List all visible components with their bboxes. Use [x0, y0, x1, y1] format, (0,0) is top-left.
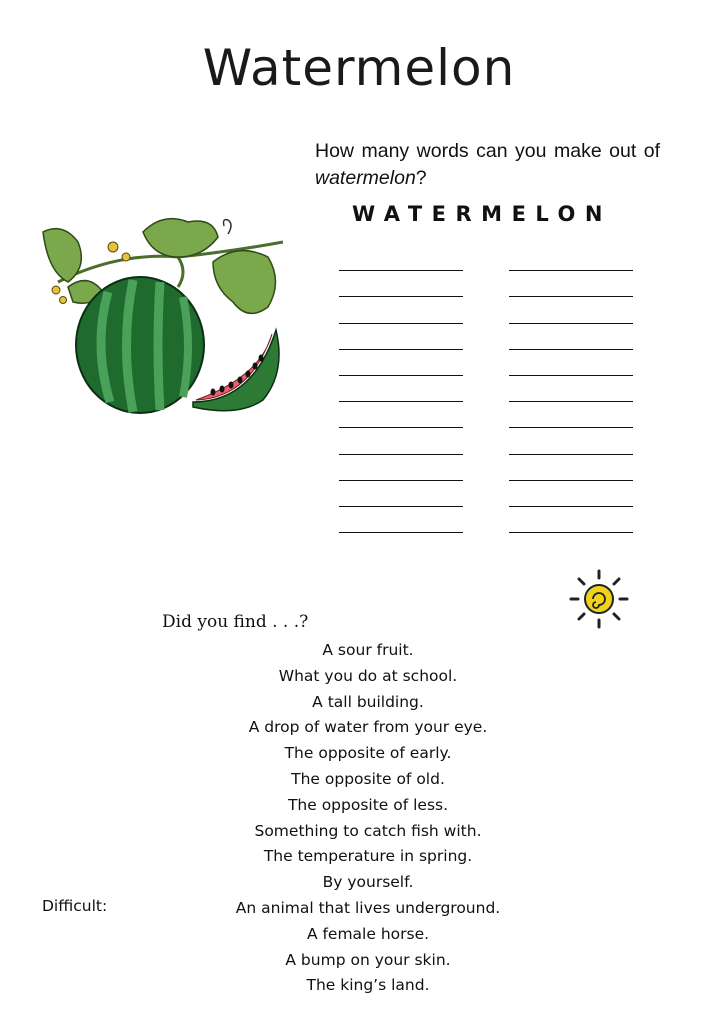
- answer-line: [509, 455, 633, 481]
- clue-item: A tall building.: [312, 692, 424, 711]
- page-title: [0, 38, 718, 98]
- answer-line: [509, 507, 633, 533]
- letters-row: WATERMELON: [352, 202, 612, 226]
- answer-line: [339, 297, 463, 323]
- clue-item: Something to catch fish with.: [254, 821, 482, 840]
- answer-line: [509, 297, 633, 323]
- answer-line: [509, 402, 633, 428]
- tendril: [224, 220, 232, 234]
- flower: [108, 242, 118, 252]
- watermelon-illustration: [38, 212, 288, 417]
- question-line1: How many words can you make out: [315, 140, 637, 162]
- clue-item: A female horse.: [306, 924, 430, 943]
- clue-item: The temperature in spring.: [263, 847, 473, 866]
- flower: [52, 286, 60, 294]
- answer-line: [339, 245, 463, 271]
- answer-line: [339, 324, 463, 350]
- answer-line: [339, 271, 463, 297]
- clue-item: By yourself.: [322, 873, 414, 892]
- title-text: Watermelon: [202, 39, 516, 97]
- answer-line: [339, 376, 463, 402]
- leaf-left: [43, 229, 81, 282]
- question-text: [315, 138, 660, 192]
- answer-line: [509, 428, 633, 454]
- clue-item: The opposite of old.: [291, 769, 445, 788]
- flower: [122, 253, 130, 261]
- melon-stripe: [158, 282, 160, 410]
- clue-item: What you do at school.: [278, 666, 458, 685]
- melon-stem: [178, 257, 183, 287]
- answer-line: [339, 428, 463, 454]
- answer-line: [339, 350, 463, 376]
- clue-item: A sour fruit.: [322, 641, 414, 659]
- answer-column-left: [339, 245, 463, 533]
- answer-line: [509, 245, 633, 271]
- answer-line: [509, 350, 633, 376]
- question-italic-word: watermelon: [315, 167, 416, 189]
- find-heading: Did you find . . .?: [162, 612, 309, 632]
- answer-line: [339, 455, 463, 481]
- answer-line: [339, 507, 463, 533]
- answer-line: [509, 481, 633, 507]
- difficult-label: Difficult:: [42, 897, 108, 915]
- question-line2-prefix: of: [643, 140, 660, 162]
- answer-line: [509, 324, 633, 350]
- flower: [60, 297, 67, 304]
- leaf-top: [143, 219, 218, 257]
- leaf-right: [213, 251, 276, 314]
- clue-item: A bump on your skin.: [285, 950, 451, 969]
- answer-line: [339, 481, 463, 507]
- clue-list: [183, 638, 553, 999]
- clue-item: The king’s land.: [306, 976, 430, 995]
- answer-column-right: [509, 245, 633, 533]
- sun-icon: [568, 568, 632, 630]
- answer-line: [509, 376, 633, 402]
- answer-line: [509, 271, 633, 297]
- clue-item: The opposite of less.: [287, 795, 449, 814]
- clue-item: The opposite of early.: [284, 744, 452, 763]
- question-line2-suffix: ?: [415, 167, 427, 189]
- answer-line: [339, 402, 463, 428]
- clue-item: A drop of water from your eye.: [248, 718, 488, 737]
- clue-item: An animal that lives underground.: [235, 898, 501, 917]
